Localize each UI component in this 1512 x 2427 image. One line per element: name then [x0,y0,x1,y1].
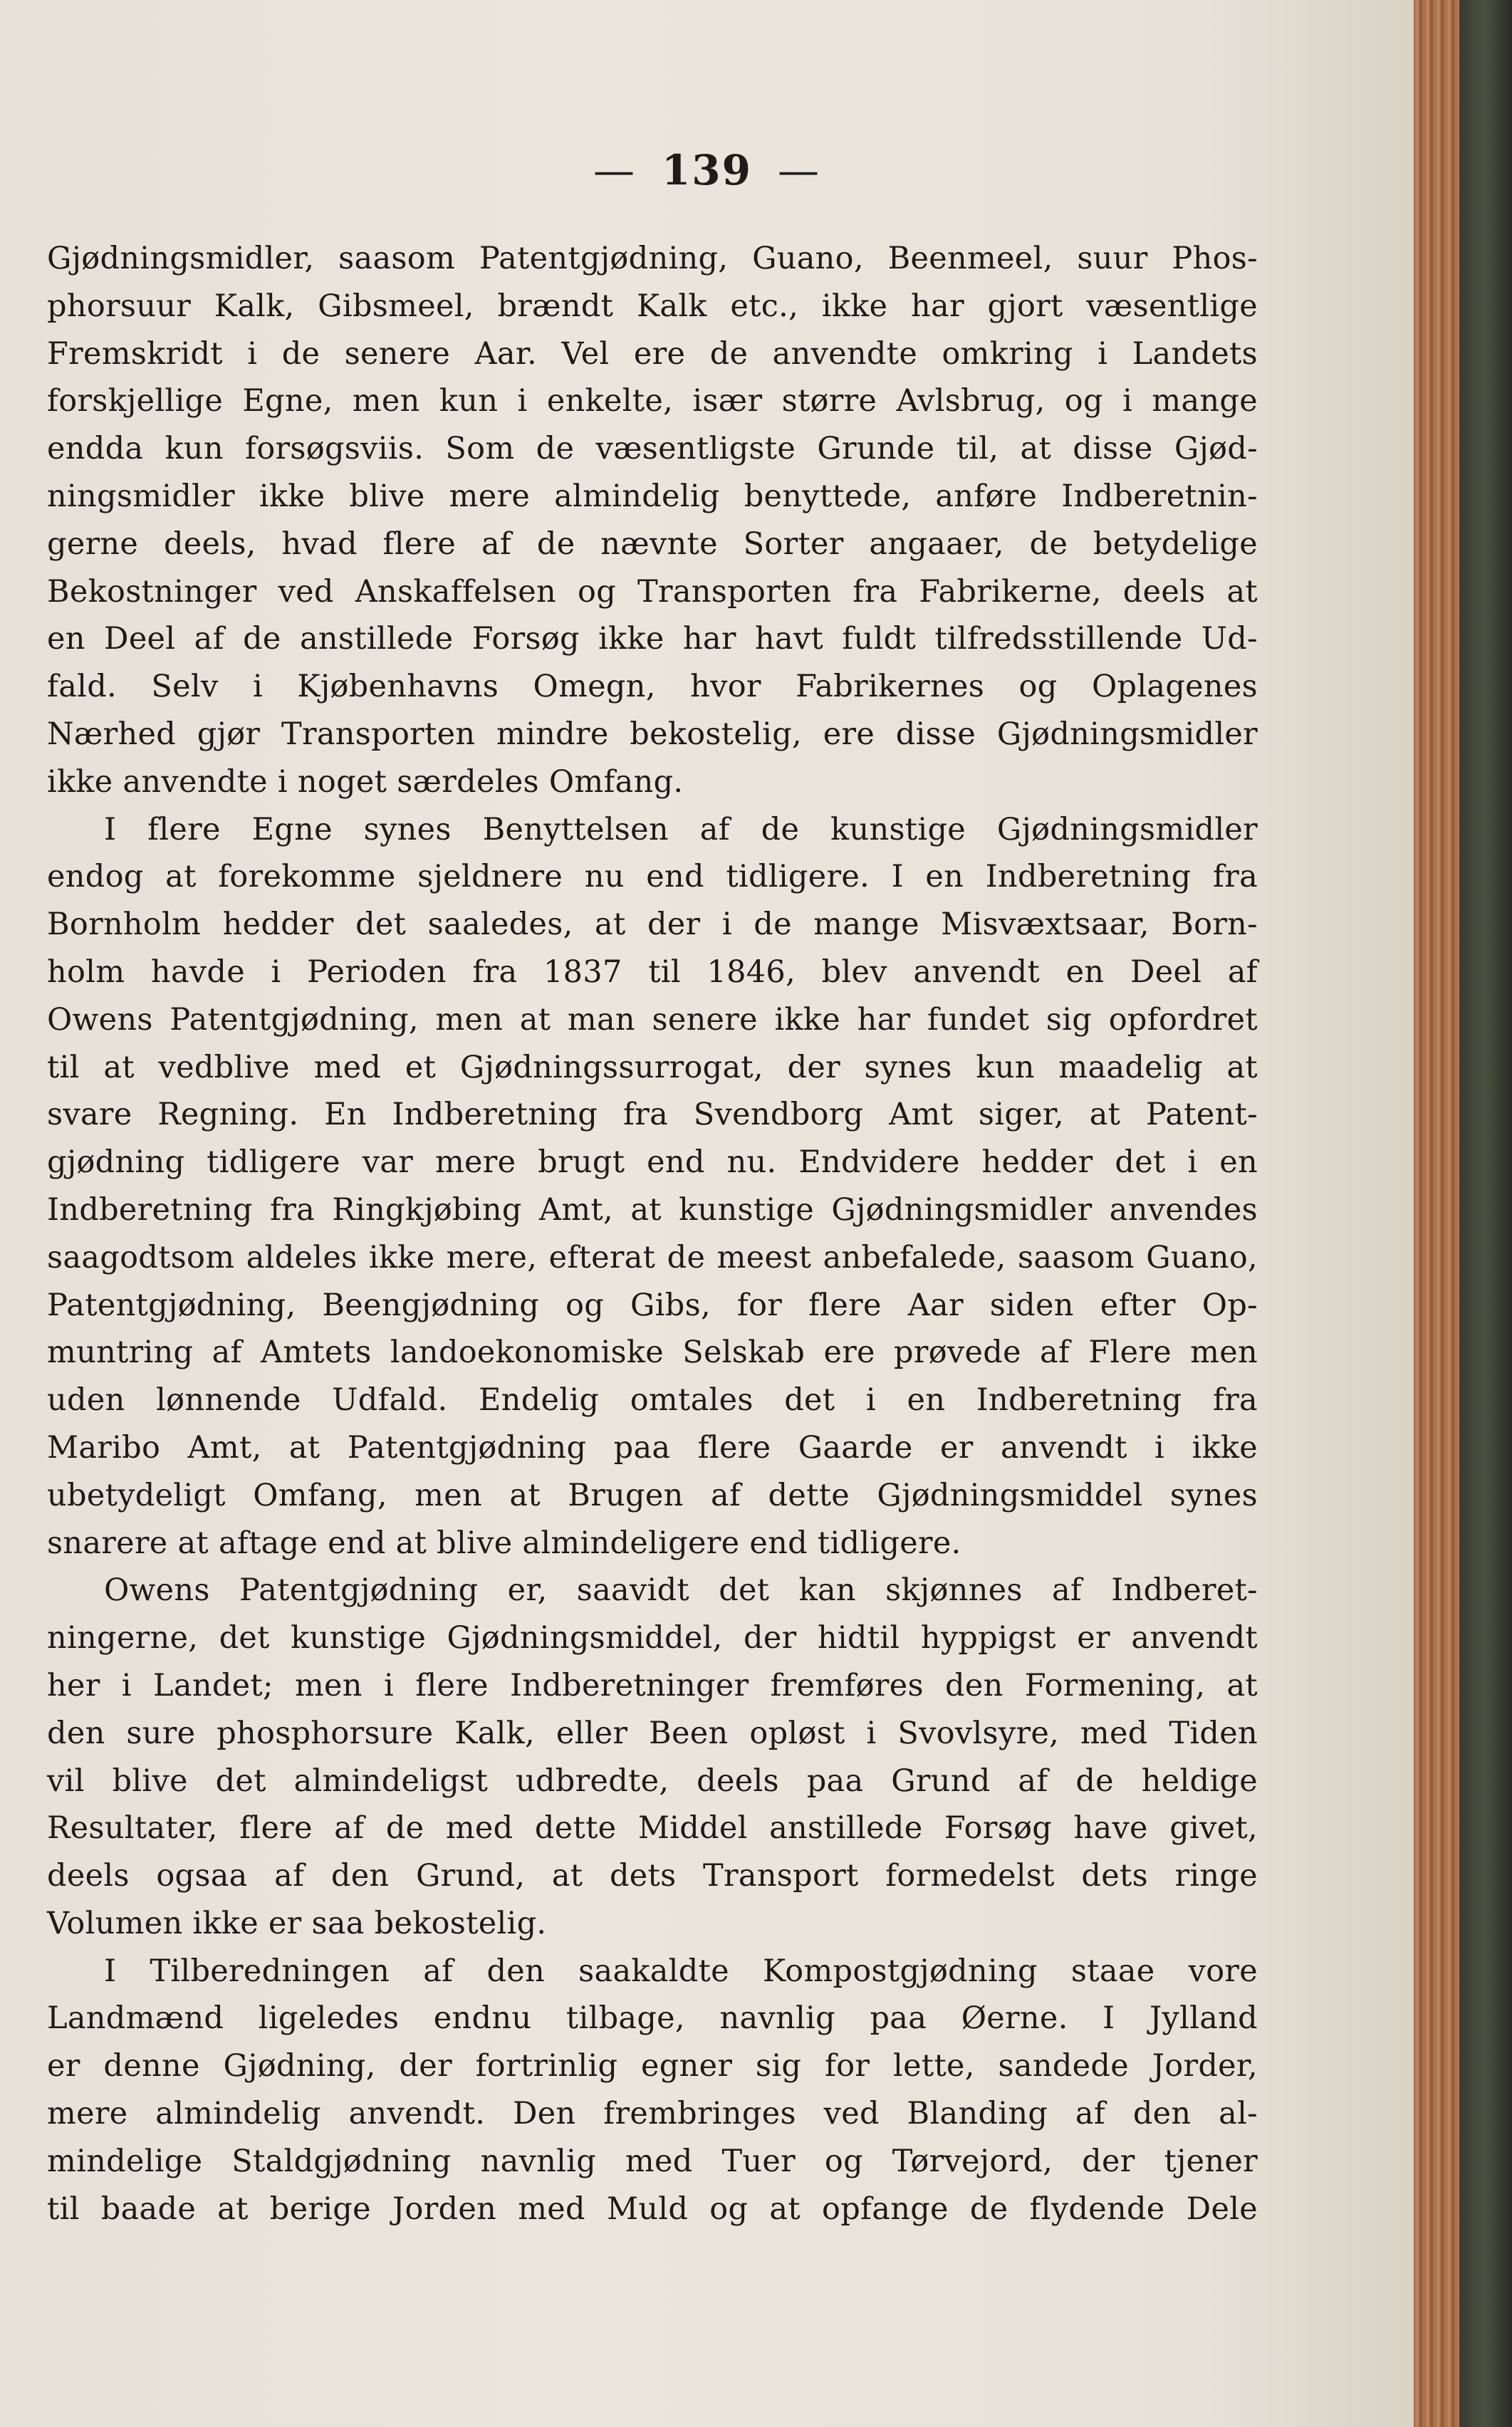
page-number: 139 [661,146,753,194]
text-line: Landmænd ligeledes endnu tilbage, navnlig paa Øerne. I Jylland [47,2000,1258,2037]
text-line: Bornholm hedder det saaledes, at der i de mange Misvæxtsaar, Born- [47,907,1258,943]
text-line: svare Regning. En Indberetning fra Svendborg Amt siger, at Patent- [47,1097,1258,1133]
text-line: deels ogsaa af den Grund, at dets Transport formedelst dets ringe [47,1858,1258,1894]
header-dash-right: — [778,146,821,194]
body-text [47,235,1258,2233]
text-line: holm havde i Perioden fra 1837 til 1846, blev anvendt en Deel af [47,954,1258,990]
text-line: forskjellige Egne, men kun i enkelte, især større Avlsbrug, og i mange [47,383,1258,419]
text-line: Owens Patentgjødning, men at man senere ikke har fundet sig opfordret [47,1001,1258,1038]
header-dash-left: — [593,146,636,194]
text-line: fald. Selv i Kjøbenhavns Omegn, hvor Fabrikernes og Oplagenes [47,669,1258,705]
page-header [0,146,1414,210]
text-line: uden lønnende Udfald. Endelig omtales det i en Indberetning fra [47,1382,1258,1419]
text-line: vil blive det almindeligst udbredte, deels paa Grund af de heldige [47,1763,1258,1799]
text-line: Maribo Amt, at Patentgjødning paa flere Gaarde er anvendt i ikke [47,1429,1258,1466]
text-line: muntring af Amtets landoekonomiske Selskab ere prøvede af Flere men [47,1335,1258,1371]
text-line: gjødning tidligere var mere brugt end nu. Endvidere hedder det i en [47,1144,1258,1181]
text-line: snarere at aftage end at blive almindeligere end tidligere. [47,1525,961,1561]
text-line: mindelige Staldgjødning navnlig med Tuer og Tørvejord, der tjener [47,2143,1258,2179]
text-line: I flere Egne synes Benyttelsen af de kunstige Gjødningsmidler [104,811,1258,847]
text-line: til baade at berige Jorden med Muld og at opfange de flydende Dele [47,2191,1258,2227]
text-line: I Tilberedningen af den saakaldte Kompostgjødning staae vore [104,1953,1258,1989]
text-line: Owens Patentgjødning er, saavidt det kan skjønnes af Indberet- [104,1572,1258,1609]
text-line: mere almindelig anvendt. Den frembringes ved Blanding af den al- [47,2096,1258,2132]
text-line: her i Landet; men i flere Indberetninger fremføres den Formening, at [47,1667,1258,1703]
text-line: ubetydeligt Omfang, men at Brugen af dette Gjødningsmiddel synes [47,1477,1258,1513]
text-line: Patentgjødning, Beengjødning og Gibs, for flere Aar siden efter Op- [47,1287,1258,1323]
text-line: Gjødningsmidler, saasom Patentgjødning, Guano, Beenmeel, suur Phos- [47,241,1258,276]
book-cover-edge [1459,0,1512,2427]
book-page-edges [1414,0,1459,2427]
text-line: gerne deels, hvad flere af de nævnte Sorter angaaer, de betydelige [47,526,1258,562]
text-line: Fremskridt i de senere Aar. Vel ere de anvendte omkring i Landets [47,335,1258,372]
text-line: ikke anvendte i noget særdeles Omfang. [47,763,684,800]
text-line: Nærhed gjør Transporten mindre bekostelig, ere disse Gjødningsmidler [47,716,1258,752]
text-line: saagodtsom aldeles ikke mere, efterat de meest anbefalede, saasom Guano, [47,1239,1258,1275]
text-line: ningerne, det kunstige Gjødningsmiddel, der hidtil hyppigst er anvendt [47,1620,1258,1656]
text-line: phorsuur Kalk, Gibsmeel, brændt Kalk etc., ikke har gjort væsentlige [47,288,1258,324]
text-line: den sure phosphorsure Kalk, eller Been opløst i Svovlsyre, med Tiden [47,1715,1258,1751]
text-line: Indberetning fra Ringkjøbing Amt, at kunstige Gjødningsmidler anvendes [47,1191,1258,1228]
text-line: er denne Gjødning, der fortrinlig egner sig for lette, sandede Jorder, [47,2048,1258,2084]
text-line: en Deel af de anstillede Forsøg ikke har havt fuldt tilfredsstillende Ud- [47,621,1258,657]
text-line: Resultater, flere af de med dette Middel anstillede Forsøg have givet, [47,1810,1258,1847]
text-line: endda kun forsøgsviis. Som de væsentligste Grunde til, at disse Gjød- [47,431,1258,467]
text-line: Bekostninger ved Anskaffelsen og Transporten fra Fabrikerne, deels at [47,573,1258,610]
text-line: ningsmidler ikke blive mere almindelig benyttede, anføre Indberetnin- [47,478,1258,514]
text-line: endog at forekomme sjeldnere nu end tidligere. I en Indberetning fra [47,859,1258,895]
text-line: til at vedblive med et Gjødningssurrogat, der synes kun maadelig at [47,1049,1258,1085]
text-line: Volumen ikke er saa bekostelig. [47,1905,547,1941]
